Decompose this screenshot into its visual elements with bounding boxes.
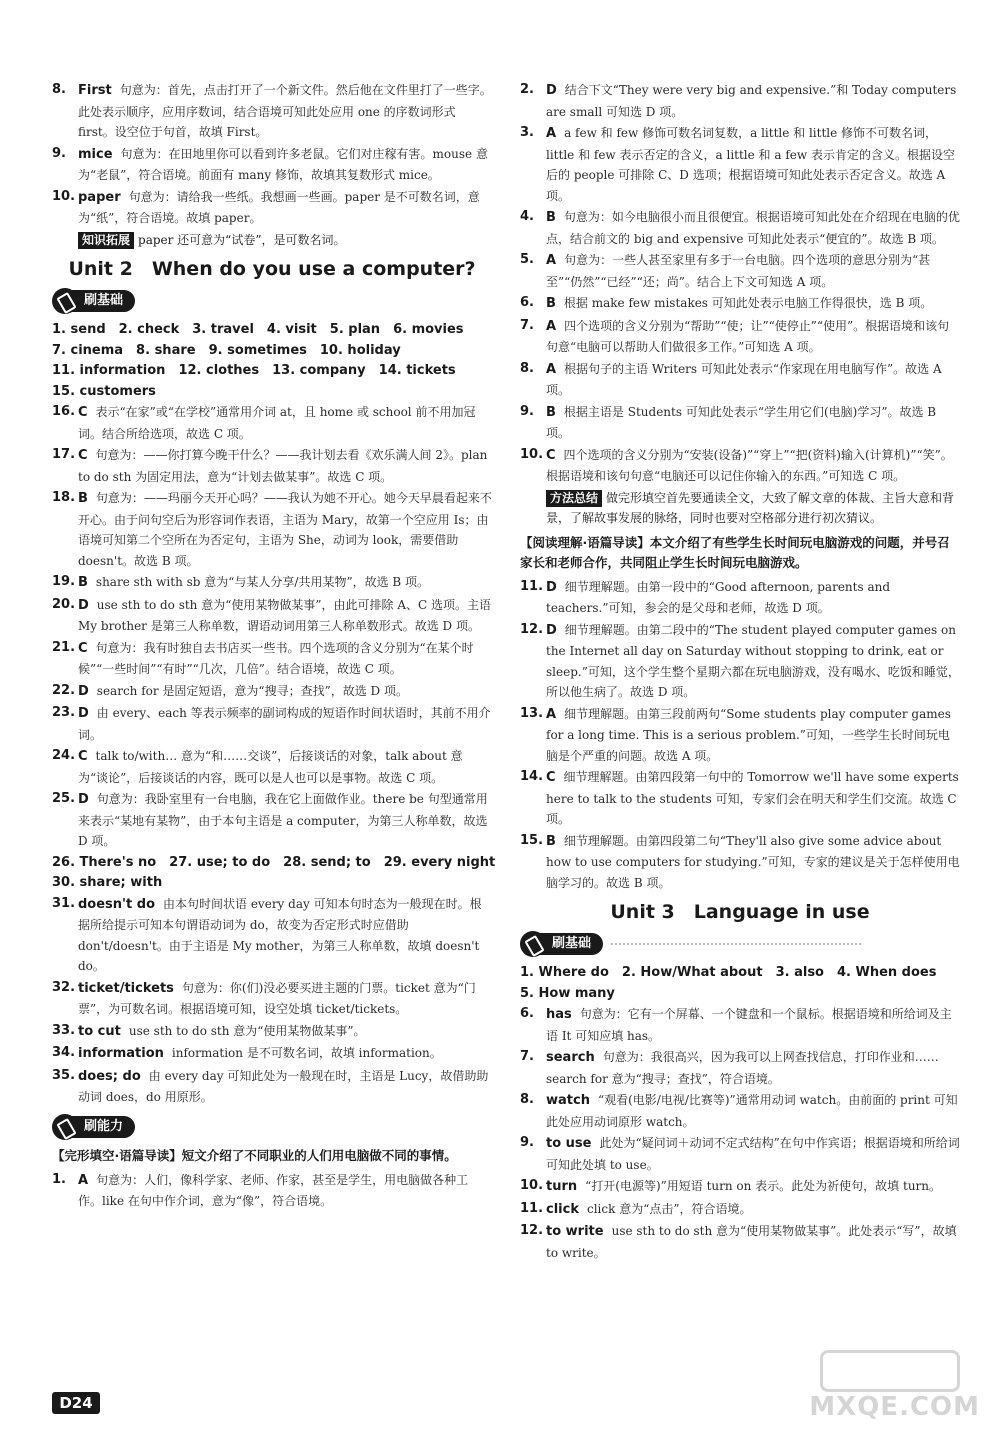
entry-explanation: 细节理解题。由第四段第二句“They'll also give some advice about how to use computers for studying.”可知，专家的建议是关于怎样使用电脑学习的。故选 B 项。 bbox=[546, 833, 960, 890]
answer-entry bbox=[520, 402, 960, 444]
entry-answer: A bbox=[546, 361, 557, 377]
badge-label: 刷基础 bbox=[72, 290, 135, 312]
entry-answer: C bbox=[78, 640, 88, 656]
answer-row: 15. customers bbox=[52, 383, 156, 399]
unit3-title: Unit 3 Language in use bbox=[610, 901, 870, 923]
knowledge-text: paper 还可意为“试卷”，是可数名词。 bbox=[138, 232, 346, 247]
answer-entry bbox=[520, 293, 960, 315]
badge-label: 刷基础 bbox=[540, 933, 603, 955]
answer-entry bbox=[52, 1066, 492, 1108]
unit2-title: Unit 2 When do you use a computer? bbox=[68, 258, 476, 280]
entry-number: 17. bbox=[52, 447, 76, 462]
answer-entry bbox=[520, 1047, 960, 1089]
entry-number: 35. bbox=[52, 1067, 76, 1083]
entry-explanation: 表示“在家”或“在学校”通常用介词 at，且 home 或 school 前不用加冠词。结合所给选项，故选 C 项。 bbox=[78, 405, 476, 441]
answer-entry bbox=[52, 789, 492, 852]
header-faded-text bbox=[52, 58, 282, 76]
answer-entry bbox=[52, 703, 492, 745]
entry-explanation: 句意为：我很高兴，因为我可以上网查找信息，打印作业和……search for 意为“搜寻；查找”，符合语境。 bbox=[546, 1050, 939, 1086]
answer-entry bbox=[52, 978, 492, 1020]
left-entries bbox=[52, 402, 492, 852]
entry-answer: C bbox=[546, 447, 556, 463]
left-entries-3 bbox=[52, 1170, 492, 1212]
entry-answer: B bbox=[78, 575, 88, 590]
entry-explanation: 根据主语是 Students 可知此处表示“学生用它们(电脑)学习”。故选 B 项。 bbox=[546, 404, 937, 440]
answer-entry bbox=[52, 595, 492, 637]
answer-entry bbox=[520, 831, 960, 894]
answer-row: 1. send 2. check 3. travel 4. visit 5. plan 6. movies bbox=[52, 322, 464, 337]
entry-explanation: 结合下文“They were very big and expensive.”和 Today computers are small 可知选 D 项。 bbox=[546, 83, 957, 119]
method-tag: 方法总结 bbox=[546, 490, 602, 507]
entry-explanation: 细节理解题。由第四段第一句中的 Tomorrow we'll have some experts here to talk to the students 可知，专家们会在明天和学生们交流。故选 C 项。 bbox=[546, 770, 959, 826]
section-badge-basic bbox=[520, 931, 960, 957]
answer-entry bbox=[52, 80, 492, 143]
entry-number: 7. bbox=[520, 317, 534, 333]
right-entries bbox=[520, 80, 960, 487]
answer-entry bbox=[520, 767, 960, 830]
entry-explanation: 此处为“疑问词＋动词不定式结构”在句中作宾语；根据语境和所给词可知此处填 to use。 bbox=[546, 1136, 960, 1172]
entry-answer: C bbox=[546, 770, 556, 785]
entry-explanation: 由 every day 可知此处为一般现在时，主语是 Lucy，故借助助动词 does，do 用原形。 bbox=[78, 1068, 489, 1104]
entry-explanation: 由本句时间状语 every day 可知本句时态为一般现在时。根据所给提示可知本句谓语动词为 do，故变为否定形式时应借助 don't/doesn't。由于主语是 My mother，为第三人称单数，故填 doesn't do。 bbox=[78, 896, 482, 973]
method-note bbox=[520, 488, 960, 529]
section-badge-ability bbox=[52, 1114, 492, 1140]
entry-answer: ticket/tickets bbox=[78, 980, 174, 996]
watermark-icon bbox=[820, 1350, 960, 1392]
entry-number: 19. bbox=[52, 574, 76, 589]
entry-answer: B bbox=[546, 296, 556, 311]
entry-answer: B bbox=[546, 404, 556, 420]
answer-row: 30. share; with bbox=[52, 875, 163, 890]
entry-explanation: use sth to do sth 意为“使用某物做某事”。 bbox=[128, 1023, 366, 1038]
entry-explanation: 根据句子的主语 Writers 可知此处表示“作家现在用电脑写作”。故选 A 项。 bbox=[546, 361, 942, 397]
answer-entry bbox=[52, 187, 492, 229]
entry-answer: D bbox=[78, 683, 89, 699]
answer-entry bbox=[520, 445, 960, 487]
pencil-icon bbox=[52, 1114, 78, 1140]
entry-explanation: 句意为：——玛丽今天开心吗？——我认为她不开心。她今天早晨看起来不开心。由于问句空后为形容词作表语，主语为 Mary，故第一个空应用 Is；由语境可知第二个空所在为否定句，主语为 She，动词为 look，需要借助 doesn't。故选 B 项。 bbox=[78, 491, 492, 568]
pencil-icon bbox=[52, 288, 78, 314]
entry-explanation: information 是不可数名词，故填 information。 bbox=[171, 1046, 442, 1060]
answer-entry bbox=[520, 620, 960, 703]
entry-number: 22. bbox=[52, 682, 76, 698]
answer-entry bbox=[520, 316, 960, 358]
entry-answer: A bbox=[546, 706, 557, 722]
right-entries-2 bbox=[520, 577, 960, 894]
entry-answer: B bbox=[78, 491, 88, 506]
answer-entry bbox=[52, 894, 492, 977]
entry-answer: A bbox=[546, 126, 557, 141]
entry-number: 12. bbox=[520, 621, 544, 637]
entry-answer: D bbox=[546, 579, 557, 595]
entry-number: 6. bbox=[520, 1006, 534, 1021]
entry-answer: D bbox=[78, 792, 89, 807]
entry-answer: does; do bbox=[78, 1068, 141, 1084]
entry-number: 20. bbox=[52, 596, 76, 612]
answer-entry bbox=[52, 746, 492, 788]
entry-answer: turn bbox=[546, 1179, 578, 1194]
entry-explanation: “观看(电影/电视/比赛等)”通常用动词 watch。由前面的 print 可知此处应用动词原形 watch。 bbox=[546, 1093, 958, 1129]
right-entries-3 bbox=[520, 1004, 960, 1263]
left-answer-rows-2 bbox=[52, 853, 496, 894]
right-column bbox=[520, 80, 960, 1264]
entry-number: 8. bbox=[52, 82, 66, 97]
entry-answer: click bbox=[546, 1201, 579, 1217]
answer-entry bbox=[520, 1090, 960, 1132]
entry-explanation: 句意为：我卧室里有一台电脑，我在它上面做作业。there be 句型通常用来表示“某地有某物”，由于本句主语是 a computer，为第三人称单数，故选 D 项。 bbox=[78, 792, 488, 848]
entry-answer: paper bbox=[78, 189, 121, 205]
answer-entry bbox=[52, 445, 492, 487]
entry-explanation: 细节理解题。由第二段中的“The student played computer games on the Internet all day on Saturday without stopping to drink, eat or sleep.”可知，这个学生整个星期六都在玩电脑游戏，没有喝水、吃饭和睡觉，所以他生病了。故选 D 项。 bbox=[546, 622, 960, 699]
answer-entry bbox=[52, 638, 492, 680]
answer-entry bbox=[520, 704, 960, 767]
entry-explanation: 句意为：首先，点击打开了一个新文件。然后他在文件里打了一些字。此处表示顺序，应用序数词，结合语境可知此处应用 one 的序数词形式 first。设空位于句首，故填 First。 bbox=[78, 83, 492, 139]
entry-answer: has bbox=[546, 1007, 572, 1022]
answer-entry bbox=[520, 1176, 960, 1198]
entry-answer: to write bbox=[546, 1224, 604, 1239]
left-column bbox=[52, 80, 496, 1213]
entry-explanation: 四个选项的含义分别为“安装(设备)”“穿上”“把(资料)输入(计算机)”“笑”。根据语境和该句句意“电脑还可以记住你输入的东西。”可知选 C 项。 bbox=[546, 447, 953, 483]
entry-answer: C bbox=[78, 749, 88, 764]
entry-explanation: 句意为：一些人甚至家里有多于一台电脑。四个选项的意思分别为“甚至”“仍然”“已经”“还；尚”。结合上下文可知选 A 项。 bbox=[546, 253, 931, 289]
answer-entry bbox=[52, 488, 492, 571]
answer-entry bbox=[520, 1133, 960, 1175]
entry-answer: A bbox=[546, 318, 557, 334]
answer-entry bbox=[520, 80, 960, 122]
answer-entry bbox=[520, 123, 960, 206]
entry-number: 5. bbox=[520, 252, 534, 267]
entry-number: 18. bbox=[52, 490, 76, 505]
answer-entry bbox=[52, 572, 492, 594]
entry-explanation: 句意为：它有一个屏幕、一个键盘和一个鼠标。根据语境和所给词及主语 It 可知应填 has。 bbox=[546, 1007, 952, 1043]
left-entries-2 bbox=[52, 894, 492, 1108]
entry-explanation: 根据 make few mistakes 可知此处表示电脑工作得很快，选 B 项。 bbox=[563, 296, 933, 310]
entry-explanation: 句意为：人们，像科学家、老师、作家，甚至是学生，用电脑做各种工作。like 在句中作介词，意为“像”，符合语境。 bbox=[78, 1172, 469, 1208]
entry-explanation: share sth with sb 意为“与某人分享/共用某物”，故选 B 项。 bbox=[95, 575, 430, 589]
entry-answer: A bbox=[546, 253, 557, 268]
entry-answer: information bbox=[78, 1046, 164, 1061]
left-answer-rows bbox=[52, 320, 492, 402]
entry-number: 33. bbox=[52, 1022, 76, 1038]
entry-explanation: use sth to do sth 意为“使用某物做某事”，由此可排除 A、C 选项。主语 My brother 是第三人称单数，谓语动词用第三人称单数形式。故选 D 项。 bbox=[78, 597, 491, 633]
answer-entry bbox=[52, 681, 492, 703]
entry-answer: to cut bbox=[78, 1023, 121, 1039]
entry-number: 31. bbox=[52, 895, 76, 911]
entry-number: 8. bbox=[520, 1092, 534, 1107]
entry-number: 24. bbox=[52, 748, 76, 763]
entry-number: 10. bbox=[520, 1178, 544, 1193]
answer-entry bbox=[520, 577, 960, 619]
answer-entry bbox=[520, 1199, 960, 1221]
entry-explanation: 细节理解题。由第三段前两句“Some students play computer games for a long time. This is a serious problem.”可知，一些学生长时间玩电脑是个严重的问题。故选 A 项。 bbox=[546, 706, 951, 763]
method-text: 做完形填空首先要通读全文，大致了解文章的体裁、主旨大意和背景，了解故事发展的脉络，同时也要对空格部分进行初次猜议。 bbox=[546, 490, 955, 525]
entry-explanation: “打开(电源等)”用短语 turn on 表示。此处为祈使句，故填 turn。 bbox=[585, 1179, 942, 1193]
left-top-entries bbox=[52, 80, 492, 229]
page-number: D24 bbox=[52, 1392, 100, 1414]
entry-number: 32. bbox=[52, 979, 76, 995]
entry-explanation: search for 是固定短语，意为“搜寻；查找”，故选 D 项。 bbox=[96, 683, 408, 698]
watermark-text: MXQE.COM bbox=[809, 1392, 980, 1422]
answer-row: 7. cinema 8. share 9. sometimes 10. holiday bbox=[52, 342, 401, 358]
entry-answer: B bbox=[546, 210, 556, 225]
entry-number: 11. bbox=[520, 1200, 544, 1216]
entry-explanation: 句意为：请给我一些纸。我想画一些画。paper 是不可数名词，意为“纸”，符合语境。故填 paper。 bbox=[78, 189, 480, 225]
entry-number: 8. bbox=[520, 360, 534, 376]
entry-explanation: talk to/with… 意为“和……交谈”，后接谈话的对象，talk about 意为“谈论”，后接谈话的内容，既可以是人也可以是事物。故选 C 项。 bbox=[78, 749, 463, 785]
cloze-guide: 【完形填空·语篇导读】短文介绍了不同职业的人们用电脑做不同的事情。 bbox=[52, 1147, 457, 1163]
entry-number: 9. bbox=[520, 1135, 534, 1150]
entry-explanation: 句意为：如今电脑很小而且很便宜。根据语境可知此处在介绍现在电脑的优点，结合前文的 big and expensive 可知此处表示“便宜的”。故选 B 项。 bbox=[546, 210, 960, 246]
entry-number: 2. bbox=[520, 82, 534, 97]
answer-entry bbox=[520, 1221, 960, 1263]
entry-explanation: 细节理解题。由第一段中的“Good afternoon, parents and teachers.”可知，参会的是父母和老师，故选 D 项。 bbox=[546, 579, 891, 615]
entry-answer: D bbox=[546, 622, 557, 638]
answer-row: 5. How many bbox=[520, 985, 615, 1001]
reading-guide: 【阅读理解·语篇导读】本文介绍了有些学生长时间玩电脑游戏的问题，并号召家长和老师合作，共同阻止学生长时间玩电脑游戏。 bbox=[520, 534, 950, 570]
entry-number: 23. bbox=[52, 705, 76, 720]
answer-entry bbox=[520, 207, 960, 249]
entry-number: 9. bbox=[520, 403, 534, 419]
entry-explanation: use sth to do sth 意为“使用某物做某事”。此处表示“写”，故填 to write。 bbox=[546, 1224, 957, 1260]
knowledge-tag: 知识拓展 bbox=[78, 232, 134, 249]
answer-row: 26. There's no 27. use; to do 28. send; to 29. every night bbox=[52, 854, 496, 870]
entry-number: 13. bbox=[520, 705, 544, 721]
answer-row: 1. Where do 2. How/What about 3. also 4. When does bbox=[520, 965, 937, 980]
entry-explanation: 句意为：你(们)没必要买进主题的门票。ticket 意为“门票”，为可数名词。根据语境可知，设空处填 ticket/tickets。 bbox=[78, 980, 476, 1016]
entry-number: 25. bbox=[52, 791, 76, 806]
entry-number: 14. bbox=[520, 769, 544, 784]
entry-explanation: a few 和 few 修饰可数名词复数，a little 和 little 修饰不可数名词，little 和 few 表示否定的含义，a little 和 a few 表示肯定的含义。根据设空后的 people 可排除 C、D 选项；根据语境可知此处表示否定含义。故选 A 项。 bbox=[546, 126, 955, 203]
entry-explanation: 句意为：我有时独自去书店买一些书。四个选项的含义分别为“在某个时候”“一些时间”“有时”“几次，几倍”。结合语境，故选 C 项。 bbox=[78, 640, 474, 676]
entry-answer: First bbox=[78, 83, 112, 98]
entry-answer: C bbox=[78, 405, 88, 420]
entry-answer: to use bbox=[546, 1136, 592, 1151]
entry-number: 6. bbox=[520, 295, 534, 310]
answer-entry bbox=[52, 1170, 492, 1212]
entry-answer: D bbox=[78, 597, 89, 613]
entry-answer: search bbox=[546, 1050, 595, 1065]
answer-row: 11. information 12. clothes 13. company 14. tickets bbox=[52, 363, 456, 378]
section-badge-basic bbox=[52, 288, 492, 314]
answer-entry bbox=[520, 1004, 960, 1046]
entry-number: 3. bbox=[520, 125, 534, 140]
entry-number: 1. bbox=[52, 1171, 66, 1187]
entry-number: 4. bbox=[520, 209, 534, 224]
entry-answer: mice bbox=[78, 146, 113, 162]
entry-number: 21. bbox=[52, 639, 76, 655]
entry-number: 9. bbox=[52, 145, 66, 161]
answer-entry bbox=[52, 402, 492, 444]
entry-answer: D bbox=[546, 83, 557, 98]
answer-entry bbox=[52, 1043, 492, 1065]
entry-answer: D bbox=[78, 706, 89, 721]
entry-explanation: click 意为“点击”，符合语境。 bbox=[586, 1201, 752, 1216]
badge-label: 刷能力 bbox=[72, 1116, 135, 1138]
dotted-divider bbox=[611, 943, 861, 945]
pencil-icon bbox=[520, 931, 546, 957]
answer-entry bbox=[520, 250, 960, 292]
entry-number: 7. bbox=[520, 1049, 534, 1064]
entry-number: 11. bbox=[520, 578, 544, 594]
entry-answer: B bbox=[546, 833, 556, 849]
answer-entry bbox=[52, 1021, 492, 1043]
entry-explanation: 句意为：——你打算今晚干什么？——我计划去看《欢乐满人间 2》。plan to do sth 为固定用法，意为“计划去做某事”。故选 C 项。 bbox=[78, 448, 488, 484]
entry-answer: watch bbox=[546, 1093, 590, 1108]
answer-entry bbox=[520, 359, 960, 401]
entry-number: 15. bbox=[520, 832, 544, 848]
right-answer-rows bbox=[520, 963, 960, 1004]
entry-explanation: 由 every、each 等表示频率的副词构成的短语作时间状语时，其前不用介词。 bbox=[78, 706, 491, 742]
entry-number: 12. bbox=[520, 1223, 544, 1238]
entry-explanation: 句意为：在田地里你可以看到许多老鼠。它们对庄稼有害。mouse 意为“老鼠”，符合语境。前面有 many 修饰，故填其复数形式 mice。 bbox=[78, 146, 488, 182]
knowledge-note bbox=[52, 230, 492, 251]
entry-explanation: 四个选项的含义分别为“帮助”“使；让”“使停止”“使用”。根据语境和该句句意“电脑可以帮助人们做很多工作。”可知选 A 项。 bbox=[546, 318, 950, 354]
entry-number: 34. bbox=[52, 1045, 76, 1060]
answer-entry bbox=[52, 144, 492, 186]
entry-number: 16. bbox=[52, 404, 76, 419]
watermark-logo bbox=[780, 1350, 980, 1422]
entry-number: 10. bbox=[52, 188, 76, 204]
entry-number: 10. bbox=[520, 446, 544, 462]
entry-answer: A bbox=[78, 1172, 89, 1188]
entry-answer: C bbox=[78, 448, 88, 463]
entry-answer: doesn't do bbox=[78, 896, 156, 912]
